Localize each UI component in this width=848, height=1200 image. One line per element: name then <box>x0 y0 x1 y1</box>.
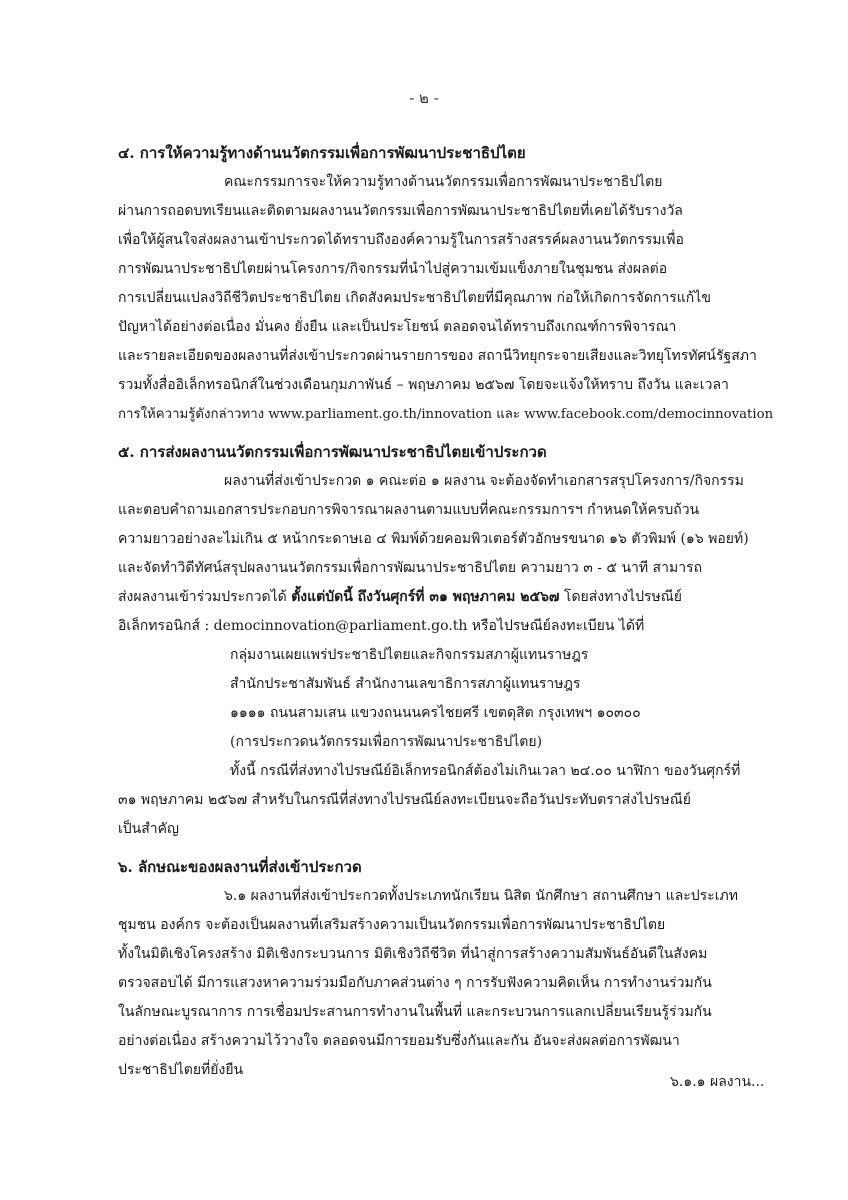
deadline-prefix: ส่งผลงานเข้าร่วมประกวดได้ <box>118 589 292 605</box>
document-body <box>118 139 780 1085</box>
address-line: กลุ่มงานเผยแพร่ประชาธิปไตยและกิจกรรมสภาผู้แทนราษฎร <box>230 647 589 663</box>
paragraph-line: และตอบคำถามเอกสารประกอบการพิจารณาผลงานตามแบบที่คณะกรรมการฯ กำหนดให้ครบถ้วน <box>118 502 700 518</box>
note-line: ทั้งนี้ กรณีที่ส่งทางไปรษณีย์อิเล็กทรอนิกส์ต้องไม่เกินเวลา ๒๔.๐๐ นาฬิกา ของวันศุกร์ที่ <box>230 763 741 779</box>
section-5-heading: ๕. การส่งผลงานนวัตกรรมเพื่อการพัฒนาประชาธิปไตยเข้าประกวด <box>118 443 547 461</box>
paragraph-line: ความยาวอย่างละไม่เกิน ๕ หน้ากระดาษเอ ๔ พิมพ์ด้วยคอมพิวเตอร์ตัวอักษรขนาด ๑๖ ตัวพิมพ์ (๑๖ พอยท์) <box>118 531 749 547</box>
section-spacer <box>118 844 780 853</box>
address-line: (การประกวดนวัตกรรมเพื่อการพัฒนาประชาธิปไตย) <box>230 734 543 750</box>
paragraph-line: การเปลี่ยนแปลงวิถีชีวิตประชาธิปไตย เกิดสังคมประชาธิปไตยที่มีคุณภาพ ก่อให้เกิดการจัดการแก้ไข <box>118 290 711 306</box>
deadline-suffix: โดยส่งทางไปรษณีย์ <box>559 589 682 605</box>
paragraph-line: ผ่านการถอดบทเรียนและติดตามผลงานนวัตกรรมเพื่อการพัฒนาประชาธิปไตยที่เคยได้รับรางวัล <box>118 203 683 219</box>
continuation-marker: ๖.๑.๑ ผลงาน... <box>670 1074 765 1090</box>
paragraph-line: ผลงานที่ส่งเข้าประกวด ๑ คณะต่อ ๑ ผลงาน จะต้องจัดทำเอกสารสรุปโครงการ/กิจกรรม <box>224 473 744 489</box>
paragraph-line: ชุมชน องค์กร จะต้องเป็นผลงานที่เสริมสร้างความเป็นนวัตกรรมเพื่อการพัฒนาประชาธิปไตย <box>118 917 666 933</box>
paragraph-line: ตรวจสอบได้ มีการแสวงหาความร่วมมือกับภาคส่วนต่าง ๆ การรับฟังความคิดเห็น การทำงานร่วมกัน <box>118 975 712 991</box>
paragraph-line: ทั้งในมิติเชิงโครงสร้าง มิติเชิงกระบวนการ มิติเชิงวิถีชีวิต ที่นำสู่การสร้างความสัมพันธ์อันดีในสังคม <box>118 946 708 962</box>
note-line: เป็นสำคัญ <box>118 821 179 837</box>
email-line: อิเล็กทรอนิกส์ : democinnovation@parliament.go.th หรือไปรษณีย์ลงทะเบียน ได้ที่ <box>118 618 645 634</box>
deadline-line <box>118 583 780 612</box>
section-spacer <box>118 429 780 438</box>
paragraph-line: การให้ความรู้ดังกล่าวทาง www.parliament.go.th/innovation และ www.facebook.com/democinnovation <box>118 407 774 422</box>
paragraph-line: ๖.๑ ผลงานที่ส่งเข้าประกวดทั้งประเภทนักเรียน นิสิต นักศึกษา สถานศึกษา และประเภท <box>224 888 738 904</box>
paragraph-line: รวมทั้งสื่ออิเล็กทรอนิกส์ในช่วงเดือนกุมภาพันธ์ – พฤษภาคม ๒๕๖๗ โดยจะแจ้งให้ทราบ ถึงวัน และเวลา <box>118 377 729 393</box>
paragraph-line: อย่างต่อเนื่อง สร้างความไว้วางใจ ตลอดจนมีการยอมรับซึ่งกันและกัน อันจะส่งผลต่อการพัฒนา <box>118 1033 680 1049</box>
address-line: ๑๑๑๑ ถนนสามเสน แขวงถนนนครไชยศรี เขตดุสิต กรุงเทพฯ ๑๐๓๐๐ <box>230 705 641 721</box>
section-6-heading: ๖. ลักษณะของผลงานที่ส่งเข้าประกวด <box>118 858 362 876</box>
section-6-paragraph <box>118 882 780 1085</box>
section-5-paragraph <box>118 467 780 844</box>
section-4-paragraph <box>118 168 780 429</box>
paragraph-line: และรายละเอียดของผลงานที่ส่งเข้าประกวดผ่านรายการของ สถานีวิทยุกระจายเสียงและวิทยุโทรทัศน์รัฐสภา <box>118 348 757 364</box>
paragraph-line: ประชาธิปไตยที่ยั่งยืน <box>118 1062 244 1078</box>
paragraph-line: ในลักษณะบูรณาการ การเชื่อมประสานการทำงานในพื้นที่ และกระบวนการแลกเปลี่ยนเรียนรู้ร่วมกัน <box>118 1004 712 1020</box>
paragraph-line: และจัดทำวิดีทัศน์สรุปผลงานนวัตกรรมเพื่อการพัฒนาประชาธิปไตย ความยาว ๓ - ๕ นาที สามารถ <box>118 560 703 576</box>
section-4-heading: ๔. การให้ความรู้ทางด้านนวัตกรรมเพื่อการพัฒนาประชาธิปไตย <box>118 144 526 162</box>
paragraph-line: การพัฒนาประชาธิปไตยผ่านโครงการ/กิจกรรมที่นำไปสู่ความเข้มแข็งภายในชุมชน ส่งผลต่อ <box>118 261 668 277</box>
paragraph-line: คณะกรรมการจะให้ความรู้ทางด้านนวัตกรรมเพื่อการพัฒนาประชาธิปไตย <box>224 174 663 190</box>
page-number: - ๒ - <box>409 89 439 107</box>
note-line: ๓๑ พฤษภาคม ๒๕๖๗ สำหรับในกรณีที่ส่งทางไปรษณีย์ลงทะเบียนจะถือวันประทับตราส่งไปรษณีย์ <box>118 792 691 808</box>
deadline-date: ตั้งแต่บัดนี้ ถึงวันศุกร์ที่ ๓๑ พฤษภาคม ๒๕๖๗ <box>291 589 560 605</box>
paragraph-line: เพื่อให้ผู้สนใจส่งผลงานเข้าประกวดได้ทราบถึงองค์ความรู้ในการสร้างสรรค์ผลงานนวัตกรรมเพื่อ <box>118 232 684 248</box>
paragraph-line: ปัญหาได้อย่างต่อเนื่อง มั่นคง ยั่งยืน และเป็นประโยชน์ ตลอดจนได้ทราบถึงเกณฑ์การพิจารณา <box>118 319 677 335</box>
address-line: สำนักประชาสัมพันธ์ สำนักงานเลขาธิการสภาผู้แทนราษฎร <box>230 676 581 692</box>
